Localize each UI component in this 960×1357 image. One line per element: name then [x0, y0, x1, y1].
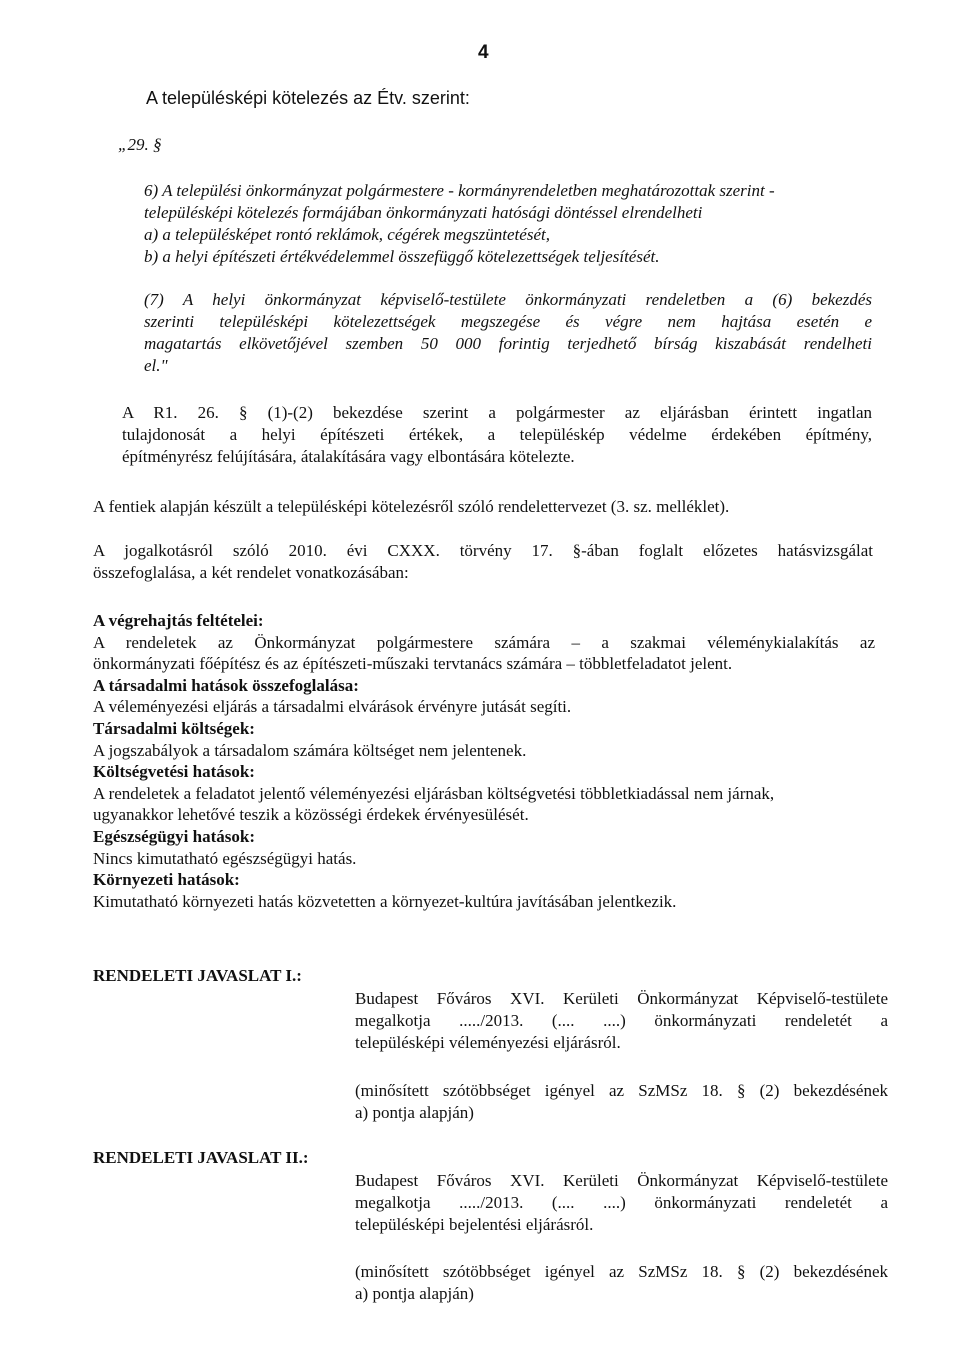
proposal-2-note: [355, 1261, 888, 1305]
quote7-line: magatartás elkövetőjével szemben 50 000 forintig terjedhető bírság kiszabását rendelheti: [144, 334, 872, 353]
impact-text: ugyanakkor lehetővé teszik a közösségi érdekek érvényesülését.: [93, 805, 529, 825]
proposal-2-line: megalkotja ...../2013. (.... ....) önkormányzati rendeletét a: [355, 1193, 888, 1212]
impact-text: A rendeletek a feladatot jelentő véleményezési eljárásban költségvetési többletkiadással nem járnak,: [93, 783, 775, 803]
impact-heading: Környezeti hatások:: [93, 870, 240, 890]
impact-heading: Egészségügyi hatások:: [93, 826, 255, 846]
impact-text: A rendeletek az Önkormányzat polgármestere számára – a szakmai véleménykialakítás az: [93, 632, 875, 652]
based-on-paragraph: A fentiek alapján készült a településképi kötelezésről szóló rendelettervezet (3. sz. melléklet).: [93, 497, 730, 516]
impact-text: Kimutatható környezeti hatás közvetetten a környezet-kultúra javításában jelentkezik.: [93, 891, 677, 911]
proposal-1-note-line: a) pontja alapján): [355, 1103, 474, 1122]
proposal-1-line: településképi véleményezési eljárásról.: [355, 1033, 621, 1052]
proposal-1-line: megalkotja ...../2013. (.... ....) önkormányzati rendeletét a: [355, 1011, 888, 1030]
quote6-line: 6) A települési önkormányzat polgármestere - kormányrendeletben meghatározottak szerint -: [144, 181, 775, 200]
proposal-1-label: RENDELETI JAVASLAT I.:: [93, 966, 302, 985]
quote7-line: el.": [144, 356, 168, 375]
impact-heading: A végrehajtás feltételei:: [93, 611, 264, 630]
section-mark: „29. §: [118, 135, 162, 154]
law-paragraph: [93, 540, 873, 584]
impact-text: A véleményezési eljárás a társadalmi elvárások érvényre jutását segíti.: [93, 697, 572, 717]
proposal-2-note-line: a) pontja alapján): [355, 1284, 474, 1303]
law-line: összefoglalása, a két rendelet vonatkozásában:: [93, 563, 409, 582]
proposal-1-note: [355, 1080, 888, 1124]
impact-heading: A társadalmi hatások összefoglalása:: [93, 675, 359, 695]
proposal-2-label: RENDELETI JAVASLAT II.:: [93, 1148, 309, 1167]
quote6-line: b) a helyi építészeti értékvédelemmel összefüggő kötelezettségek teljesítését.: [144, 247, 660, 266]
impact-text: Nincs kimutatható egészségügyi hatás.: [93, 848, 357, 868]
quote-paragraph-6: [144, 180, 872, 268]
ri-line: A R1. 26. § (1)-(2) bekezdése szerint a polgármester az eljárásban érintett ingatlan: [122, 403, 872, 422]
proposal-1-body: [355, 988, 888, 1054]
ri-line: tulajdonosát a helyi építészeti értékek, a településkép védelme érdekében építmény,: [122, 425, 872, 444]
quote7-line: (7) A helyi önkormányzat képviselő-testülete önkormányzati rendeletben a (6) bekezdés: [144, 290, 872, 309]
intro-line: A településképi kötelezés az Étv. szerint:: [146, 88, 470, 108]
quote6-line: a) a településképet rontó reklámok, cégérek megszüntetését,: [144, 225, 550, 244]
impact-heading: Költségvetési hatások:: [93, 762, 255, 782]
ri-line: építményrész felújítására, átalakítására vagy elbontására kötelezte.: [122, 447, 575, 466]
proposal-2-line: településképi bejelentési eljárásról.: [355, 1215, 594, 1234]
proposal-2-note-line: (minősített szótöbbséget igényel az SzMSz 18. § (2) bekezdésének: [355, 1262, 888, 1281]
proposal-2-line: Budapest Főváros XVI. Kerületi Önkormányzat Képviselő-testülete: [355, 1171, 888, 1190]
quote-paragraph-7: [144, 289, 872, 377]
ri-paragraph: [122, 402, 872, 468]
impact-text: önkormányzati főépítész és az építészeti-műszaki tervtanács számára – többletfeladatot jelent.: [93, 654, 733, 674]
proposal-2-body: [355, 1170, 888, 1236]
quote6-line: településképi kötelezés formájában önkormányzati hatósági döntéssel elrendelheti: [144, 203, 703, 222]
quote7-line: szerinti településképi kötelezettségek megszegése és végre nem hajtása esetén e: [144, 312, 872, 331]
impact-assessment: [93, 610, 875, 912]
impact-text: A jogszabályok a társadalom számára költséget nem jelentenek.: [93, 740, 527, 760]
proposal-1-note-line: (minősített szótöbbséget igényel az SzMSz 18. § (2) bekezdésének: [355, 1081, 888, 1100]
proposal-1-line: Budapest Főváros XVI. Kerületi Önkormányzat Képviselő-testülete: [355, 989, 888, 1008]
law-line: A jogalkotásról szóló 2010. évi CXXX. törvény 17. §-ában foglalt előzetes hatásvizsgálat: [93, 541, 873, 560]
impact-heading: Társadalmi költségek:: [93, 718, 255, 738]
page-number: 4: [478, 42, 489, 63]
